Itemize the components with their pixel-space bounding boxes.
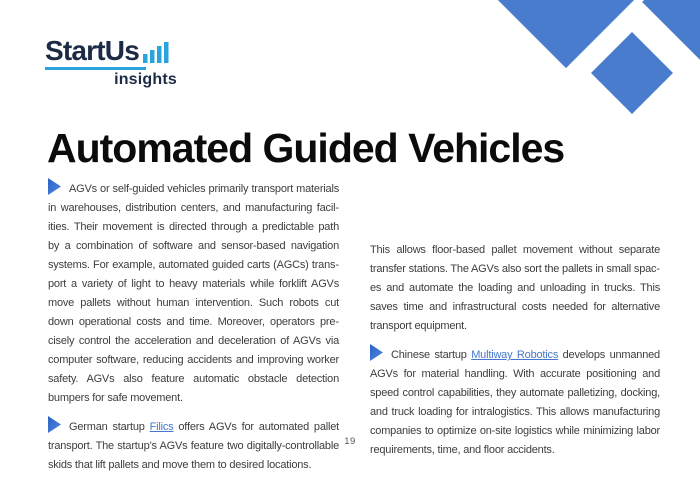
bar-chart-icon [143,41,169,63]
logo-underline [45,67,146,70]
logo-brand-text: StartUs [45,35,139,66]
paragraph-agv-intro [48,178,339,408]
multiway-robotics-link[interactable]: Multiway Robotics [471,349,559,361]
paragraph-marker-icon [370,344,383,361]
paragraph-marker-icon [48,178,61,195]
paragraph-text: AGVs or self-guided vehicles primarily transport materials in warehouses, distribution centers, and manufacturing facilities. Their movement is directed through a predictable path by a combination of software and sensor-based navigation systems. For example, automated guided carts (AGCs) transport a variety of light to heavy materials while forklift AGVs move pallets without human intervention. Such robots cut down operational costs and time. Moreover, operators precisely control the acceleration and deceleration of AGVs via computer software, reducing accidents and improving worker safety. AGVs also feature automatic obstacle detection bumpers for safe movement. [48,183,339,404]
page-title: Automated Guided Vehicles [47,125,565,171]
filics-link[interactable]: Filics [149,421,174,433]
paragraph-text: This allows floor-based pallet movement without separate transfer stations. The AGVs also sort the pallets in small spaces and automate the loading and unloading in trucks. This saves time and infrastructural costs needed for alternative transport equipment. [370,244,660,332]
startus-insights-logo [45,36,177,89]
logo-brand-row [45,36,177,66]
paragraph-text: develops unmanned AGVs for material handling. With accurate positioning and speed control capabilities, they automate palletizing, docking, and truck loading for intralogistics. This allows manufacturing companies to optimize on-site logistics while minimizing labor requirements, time, and floor accidents. [370,349,660,456]
paragraph-agv-continued [370,241,660,336]
paragraph-marker-icon [48,416,61,433]
left-column [48,178,339,475]
page-number: 19 [344,436,356,447]
paragraph-text: German startup [69,421,150,433]
paragraph-text: Chinese startup [391,349,472,361]
logo-sub-text: insights [114,71,177,88]
diamond-medium-icon [591,32,673,114]
right-column [370,241,660,460]
paragraph-text: offers AGVs for automated pallet transport. The startup’s AGVs feature two digitally-controllable skids that lift pallets and move them to desired locations. [48,421,340,471]
